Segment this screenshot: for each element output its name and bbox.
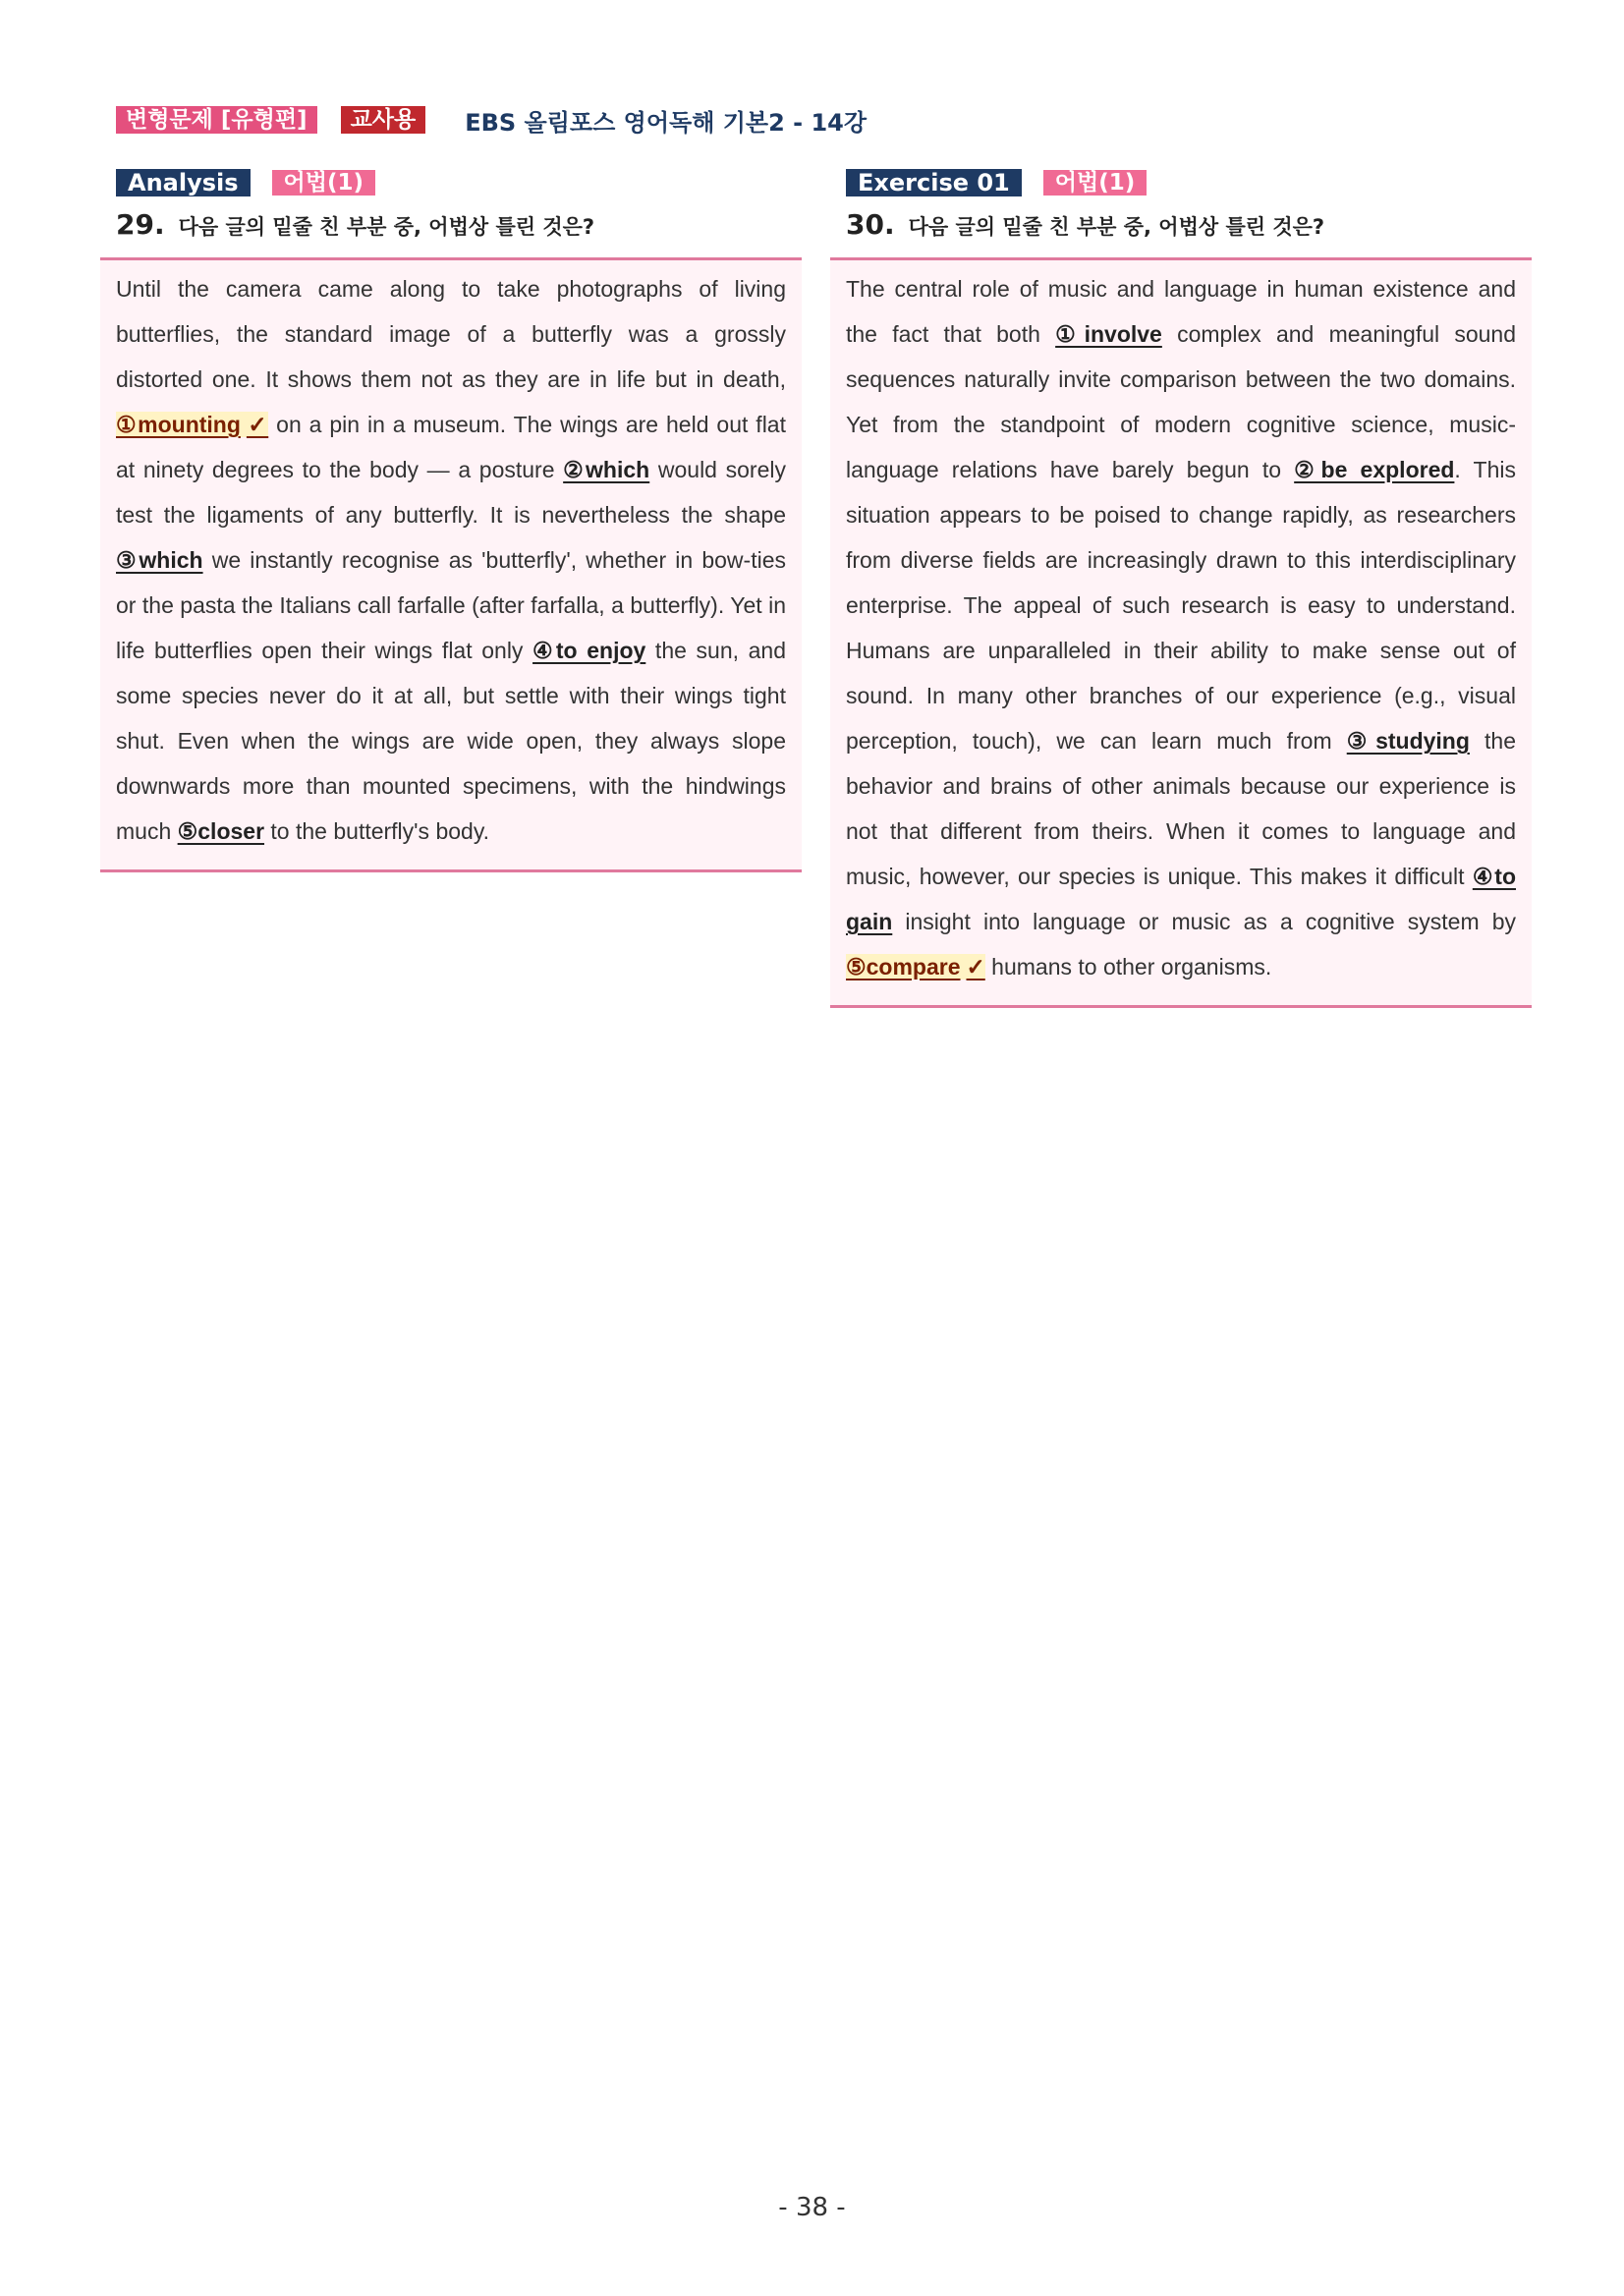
- grammar-badge: 어법(1): [272, 170, 375, 196]
- question-text: 다음 글의 밑줄 친 부분 중, 어법상 틀린 것은?: [908, 215, 1325, 239]
- passage-text: complex and meaningful sound sequences naturally invite comparison between the two domains. Yet from the standpoint of modern cognitive science, music-language relations have barely begun to: [846, 321, 1517, 482]
- underlined-answer: [116, 412, 268, 437]
- underlined-choice: ③which: [116, 547, 203, 573]
- passage-29: [100, 257, 802, 872]
- underlined-answer: [846, 954, 985, 980]
- answer-choice: ⑤compare: [846, 954, 961, 980]
- type-tag: 변형문제 [유형편]: [116, 106, 317, 134]
- grammar-badge: 어법(1): [1043, 170, 1147, 196]
- underlined-choice: ④to gain: [846, 864, 1517, 934]
- passage-30: [830, 257, 1532, 1008]
- passage-text: the sun, and some species never do it at all, but settle with their wings tight shut. Even when the wings are wide open, they always slope downwards more than mounted specimens, with the hindwings much: [116, 638, 786, 844]
- left-column: [100, 169, 802, 872]
- check-icon: ✓: [966, 954, 985, 980]
- passage-text: to the butterfly's body.: [264, 818, 490, 844]
- answer-choice: ①mounting: [116, 412, 241, 437]
- header-title: EBS 올림포스 영어독해 기본2 - 14강: [465, 108, 868, 137]
- question-number: 29.: [116, 208, 165, 241]
- underlined-choice: ⑤closer: [177, 818, 265, 844]
- underlined-choice: ②which: [563, 457, 650, 482]
- question-29: [100, 208, 802, 242]
- passage-text: would sorely test the ligaments of any butterfly. It is nevertheless the shape: [116, 457, 786, 528]
- passage-text: humans to other organisms.: [984, 954, 1272, 980]
- underlined-choice: ④to enjoy: [532, 638, 646, 663]
- passage-text: The central role of music and language in human existence and the fact that both: [846, 276, 1516, 347]
- question-text: 다음 글의 밑줄 친 부분 중, 어법상 틀린 것은?: [178, 215, 595, 239]
- passage-text: on a pin in a museum. The wings are held out flat at ninety degrees to the body — a posture: [116, 412, 786, 482]
- passage-text: we instantly recognise as 'butterfly', whether in bow-ties or the pasta the Italians call farfalle (after farfalla, a butterfly). Yet in life butterflies open their wings flat only: [116, 547, 786, 663]
- teacher-tag: 교사용: [341, 106, 426, 134]
- check-icon: ✓: [246, 412, 269, 437]
- page-number: - 38 -: [778, 2193, 846, 2222]
- question-30: [830, 208, 1532, 242]
- passage-text: insight into language or music as a cognitive system by: [892, 909, 1516, 934]
- passage-text: . This situation appears to be poised to change rapidly, as researchers from diverse fields are increasingly drawn to this interdisciplinary enterprise. The appeal of such research is easy to understand. Humans are unparalleled in their ability to make sense out of sound. In many other branches of our experience (e.g., visual perception, touch), we can learn much from: [846, 457, 1516, 754]
- underlined-choice: ③studying: [1346, 728, 1470, 754]
- right-column: [830, 169, 1532, 1008]
- page-header: [116, 104, 867, 136]
- right-badges: [830, 169, 1532, 196]
- analysis-badge: Analysis: [116, 169, 251, 196]
- underlined-choice: ①involve: [1055, 321, 1162, 347]
- left-badges: [100, 169, 802, 196]
- passage-text: the behavior and brains of other animals because our experience is not that different from theirs. When it comes to language and music, however, our species is unique. This makes it difficult: [846, 728, 1516, 889]
- question-number: 30.: [846, 208, 895, 241]
- exercise-badge: Exercise 01: [846, 169, 1022, 196]
- passage-text: Until the camera came along to take photographs of living butterflies, the standard image of a butterfly was a grossly distorted one. It shows them not as they are in life but in death,: [116, 276, 786, 392]
- underlined-choice: ②be explored: [1294, 457, 1455, 482]
